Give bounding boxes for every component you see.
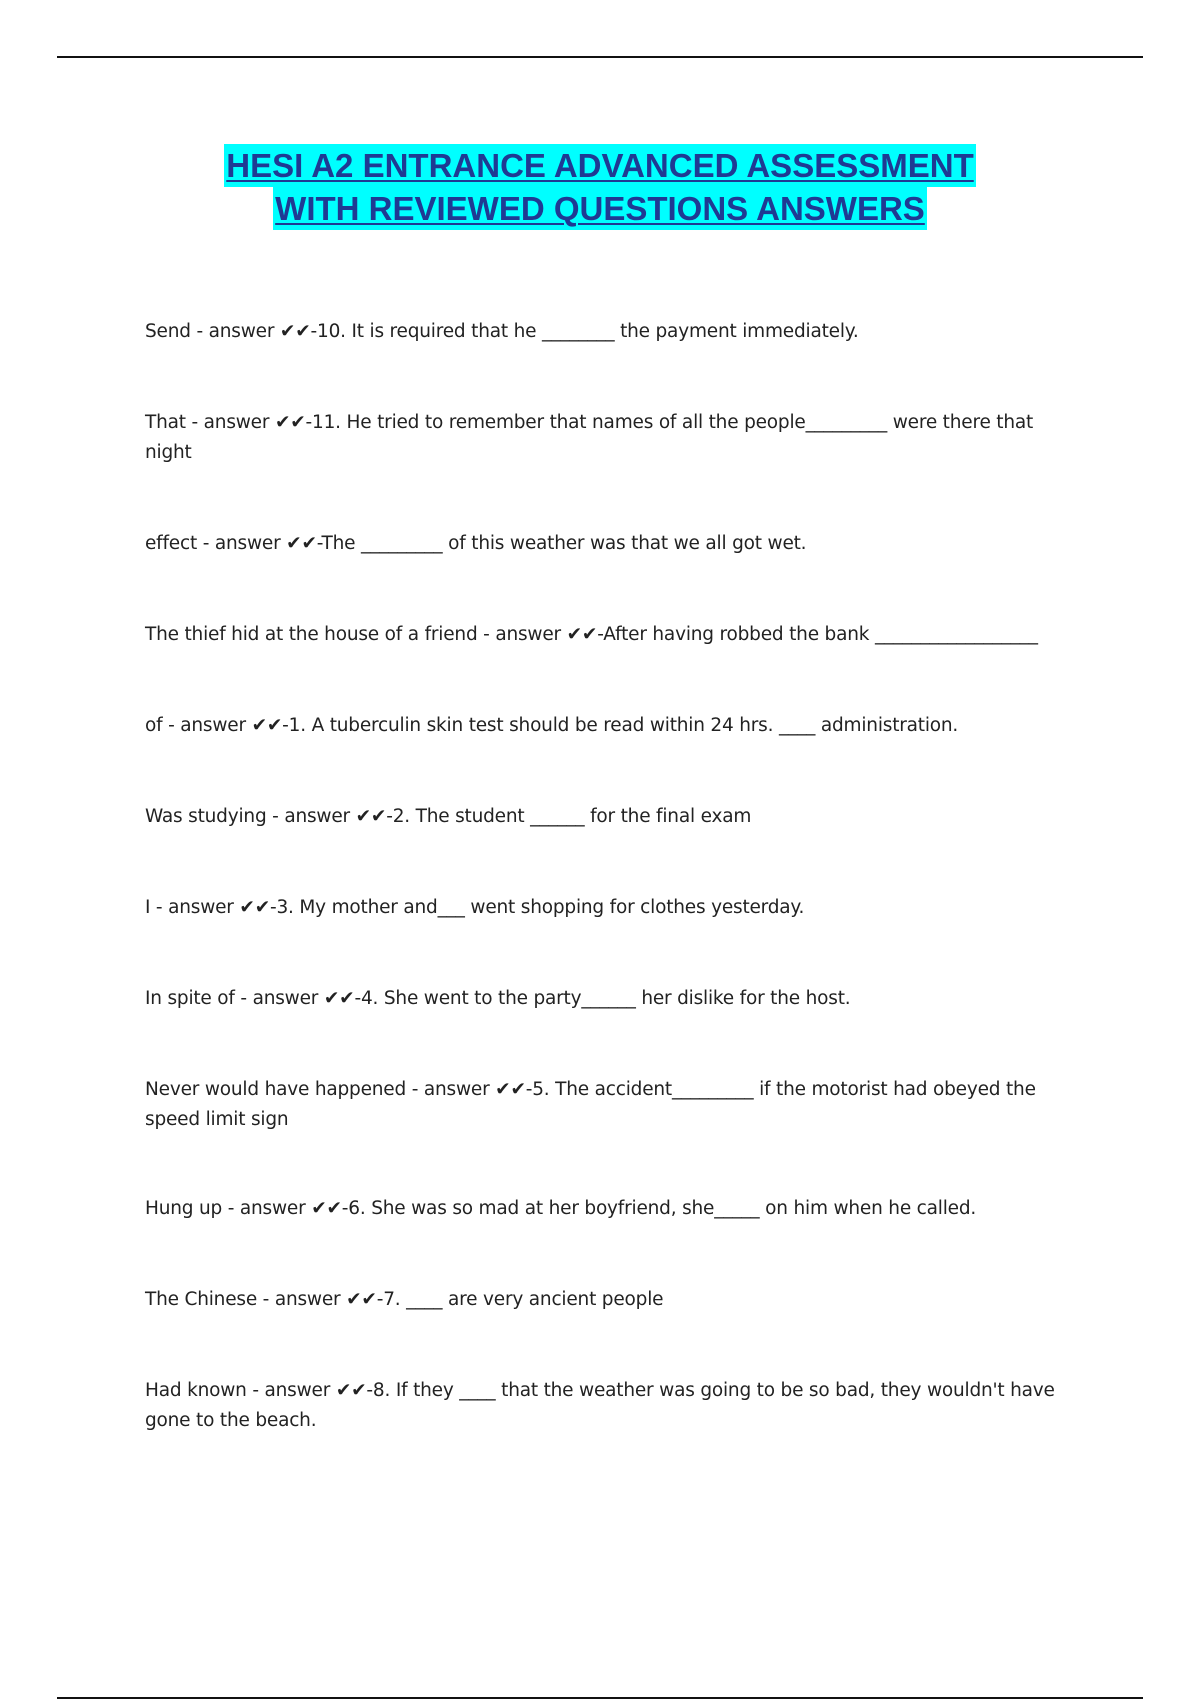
qa-entry-9: Never would have happened - answer ✔✔-5. The accident_________ if the motorist had obeyed the speed limit sign: [145, 1079, 1036, 1130]
qa-entry-5: of - answer ✔✔-1. A tuberculin skin test should be read within 24 hrs. ____ administration.: [145, 715, 959, 736]
qa-entry-2: That - answer ✔✔-11. He tried to remember that names of all the people_________ were there that night: [145, 412, 1034, 463]
qa-entry-1: Send - answer ✔✔-10. It is required that he ________ the payment immediately.: [145, 321, 859, 342]
document-title: [0, 144, 1200, 230]
qa-entry-3: effect - answer ✔✔-The _________ of this weather was that we all got wet.: [145, 533, 807, 554]
footer-rule: [57, 1697, 1143, 1699]
title-line-2: WITH REVIEWED QUESTIONS ANSWERS: [273, 187, 927, 230]
title-line-1: HESI A2 ENTRANCE ADVANCED ASSESSMENT: [224, 144, 975, 187]
qa-entry-11: The Chinese - answer ✔✔-7. ____ are very ancient people: [145, 1289, 664, 1310]
qa-entry-6: Was studying - answer ✔✔-2. The student ______ for the final exam: [145, 806, 752, 827]
qa-entry-10: Hung up - answer ✔✔-6. She was so mad at her boyfriend, she_____ on him when he called.: [145, 1198, 977, 1219]
qa-entry-7: I - answer ✔✔-3. My mother and___ went shopping for clothes yesterday.: [145, 897, 805, 918]
qa-entry-8: In spite of - answer ✔✔-4. She went to the party______ her dislike for the host.: [145, 988, 851, 1009]
qa-entry-12: Had known - answer ✔✔-8. If they ____ that the weather was going to be so bad, they wouldn't have gone to the beach.: [145, 1380, 1055, 1431]
header-rule: [57, 56, 1143, 58]
qa-entry-4: The thief hid at the house of a friend - answer ✔✔-After having robbed the bank __________________: [145, 624, 1038, 645]
